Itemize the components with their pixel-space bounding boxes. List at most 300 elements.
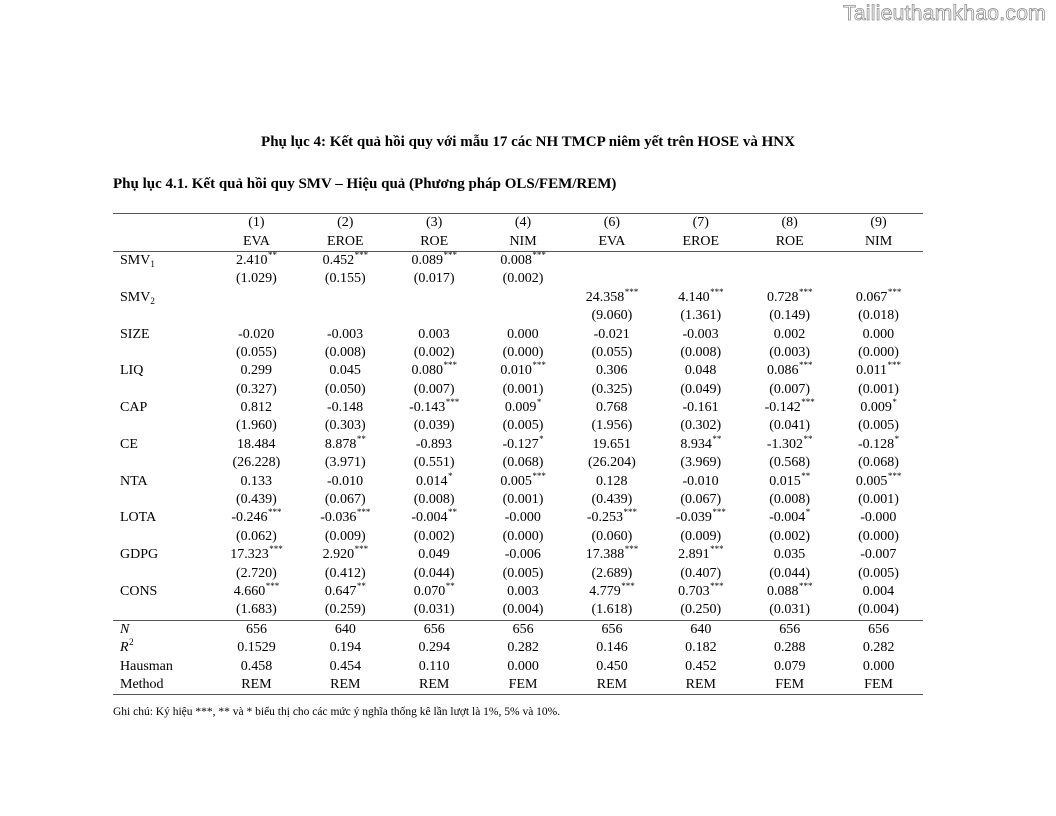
coef-cell — [212, 362, 301, 380]
stat-row — [113, 657, 923, 675]
stat-cell: REM — [419, 676, 450, 692]
significance-stars: *** — [532, 470, 546, 481]
coef-value: 0.070 — [413, 584, 446, 599]
se-cell: (0.005) — [858, 418, 899, 434]
coef-value: -0.161 — [682, 400, 719, 416]
se-cell: (0.439) — [591, 492, 633, 508]
stat-cell: 0.182 — [685, 640, 717, 656]
column-number: (9) — [870, 215, 887, 231]
se-cell: (0.002) — [769, 528, 811, 544]
coef-value: -0.021 — [593, 326, 630, 342]
se-cell: (0.002) — [413, 344, 455, 360]
row-label — [113, 399, 212, 417]
se-cell: (0.327) — [236, 381, 277, 397]
se-cell: (0.005) — [502, 565, 544, 581]
row-label-text: LOTA — [120, 510, 157, 526]
coef-cell — [834, 362, 923, 380]
se-cell: (0.007) — [769, 381, 811, 397]
se-cell: (0.568) — [769, 455, 811, 471]
coef-value: 19.651 — [592, 436, 631, 452]
coef-value: 0.452 — [322, 252, 355, 268]
coef-value: 0.045 — [329, 363, 361, 379]
se-cell: (0.439) — [236, 492, 277, 508]
significance-stars: ** — [801, 470, 811, 481]
coef-value: 8.878 — [324, 436, 357, 452]
se-cell: (1.361) — [680, 308, 722, 324]
se-cell: (0.302) — [680, 418, 722, 434]
significance-stars: *** — [445, 397, 460, 408]
coef-value: 0.299 — [240, 363, 272, 379]
coef-value: -0.253 — [586, 510, 624, 526]
stat-cell: 656 — [390, 620, 479, 639]
column-number: (1) — [248, 215, 265, 231]
significance-stars: ** — [803, 433, 813, 444]
row-label-blank — [113, 307, 212, 325]
coef-cell — [301, 251, 390, 270]
coef-cell — [834, 509, 923, 527]
stat-label-text: Method — [120, 676, 164, 692]
stat-cell: REM — [330, 676, 361, 692]
se-cell: (0.250) — [680, 602, 722, 618]
row-label-text: LIQ — [120, 363, 144, 379]
coef-cell — [479, 362, 568, 380]
coef-value: 24.358 — [585, 289, 625, 305]
coef-cell — [301, 289, 390, 307]
coef-cell — [834, 325, 923, 343]
row-label-text: CAP — [120, 400, 148, 416]
coef-cell — [656, 433, 745, 454]
coef-cell — [745, 546, 834, 564]
se-cell — [212, 307, 301, 325]
coef-value: -0.142 — [764, 400, 801, 416]
se-cell: (0.001) — [502, 381, 544, 397]
stat-cell: 0.288 — [773, 640, 806, 656]
coef-cell — [568, 286, 657, 307]
se-cell: (0.155) — [324, 271, 366, 287]
coef-value: 0.015 — [769, 473, 801, 489]
se-cell: (1.683) — [236, 602, 277, 618]
row-label — [113, 546, 212, 564]
row-label-subscript: 1 — [150, 258, 155, 269]
stat-cell: 0.000 — [507, 658, 539, 674]
coef-cell — [479, 583, 568, 601]
se-cell: (26.204) — [588, 455, 636, 471]
column-number: (3) — [426, 215, 443, 231]
coef-cell — [301, 325, 390, 343]
significance-stars: ** — [267, 249, 277, 260]
coef-value: 0.086 — [766, 363, 799, 379]
se-cell: (0.060) — [591, 528, 633, 544]
coef-cell — [212, 289, 301, 307]
row-label-blank — [113, 381, 212, 399]
coef-row — [113, 583, 923, 601]
coef-value: 0.009 — [504, 400, 537, 416]
coef-value: -0.039 — [675, 510, 712, 526]
stat-cell: 0.000 — [862, 658, 895, 674]
stat-cell: FEM — [775, 676, 805, 692]
column-number: (8) — [781, 215, 798, 231]
coef-value: 0.010 — [500, 363, 532, 379]
coef-cell — [834, 399, 923, 417]
coef-value: -0.148 — [326, 400, 364, 416]
stat-cell: 0.454 — [329, 658, 362, 674]
se-cell: (0.149) — [769, 308, 811, 324]
stat-cell: 0.079 — [773, 658, 806, 674]
coef-cell — [834, 472, 923, 490]
table-caption: Phụ lục 4.1. Kết quả hồi quy SMV – Hiệu quả (Phương pháp OLS/FEM/REM) — [113, 176, 617, 192]
significance-stars: *** — [887, 360, 902, 371]
se-cell: (2.689) — [591, 565, 633, 581]
coef-cell — [656, 399, 745, 417]
se-cell — [568, 270, 657, 288]
coef-value: -0.010 — [326, 473, 364, 489]
column-number: (7) — [692, 215, 709, 231]
se-cell: (0.044) — [769, 565, 811, 581]
coef-value: 0.009 — [860, 400, 892, 416]
significance-stars: *** — [624, 286, 639, 297]
se-cell: (0.000) — [858, 344, 899, 360]
row-label — [113, 583, 212, 601]
significance-stars: ** — [445, 581, 455, 591]
row-label-blank — [113, 417, 212, 435]
coef-cell — [834, 286, 923, 307]
se-cell: (0.068) — [858, 455, 899, 471]
significance-stars: *** — [623, 507, 638, 518]
coef-value: -0.893 — [415, 436, 453, 452]
coef-value: 0.703 — [678, 584, 710, 599]
se-row — [113, 270, 923, 288]
stat-cell: 0.458 — [240, 658, 273, 674]
coef-value: 2.891 — [678, 547, 710, 563]
se-cell — [834, 270, 923, 288]
se-cell: (0.008) — [769, 492, 811, 508]
se-cell: (0.018) — [858, 308, 899, 324]
coef-cell — [390, 399, 479, 417]
coef-value: -0.007 — [860, 547, 897, 563]
se-cell: (1.956) — [591, 418, 633, 434]
se-cell: (1.960) — [236, 418, 277, 434]
row-label-text: SIZE — [120, 326, 150, 342]
watermark: Tailieuthamkhao.com — [843, 2, 1046, 25]
significance-stars: *** — [354, 249, 369, 260]
coef-cell — [301, 509, 390, 527]
coef-row — [113, 472, 923, 490]
significance-stars: *** — [887, 470, 902, 481]
coef-value: -0.020 — [238, 326, 275, 342]
row-label — [113, 325, 212, 343]
se-cell: (1.029) — [236, 271, 277, 287]
significance-stars: *** — [887, 286, 902, 297]
coef-cell — [390, 325, 479, 343]
column-number: (4) — [514, 215, 532, 231]
stat-cell: 656 — [745, 620, 834, 639]
coef-cell — [656, 286, 745, 307]
coef-cell — [568, 509, 657, 527]
se-cell: (0.303) — [324, 418, 366, 434]
coef-cell — [212, 472, 301, 490]
coef-value: 4.140 — [678, 289, 710, 305]
coef-value: 0.306 — [595, 363, 628, 379]
coef-value: 0.089 — [411, 252, 443, 268]
se-row — [113, 454, 923, 472]
coef-value: -0.143 — [409, 400, 446, 416]
coef-cell — [390, 436, 479, 454]
se-cell: (0.003) — [769, 344, 811, 360]
coef-cell — [479, 399, 568, 417]
coef-cell — [479, 546, 568, 564]
significance-stars: ** — [448, 507, 458, 518]
coef-row — [113, 436, 923, 454]
se-cell: (0.005) — [502, 418, 544, 434]
coef-value: 0.003 — [507, 584, 539, 599]
coef-row — [113, 399, 923, 417]
se-cell: (0.325) — [591, 381, 633, 397]
se-cell: (0.412) — [324, 565, 366, 581]
coef-value: 2.410 — [235, 252, 268, 268]
significance-stars: *** — [801, 397, 815, 408]
row-label-text: NTA — [120, 473, 148, 489]
significance-stars: ** — [356, 433, 366, 444]
se-cell: (0.039) — [413, 418, 455, 434]
coef-cell — [745, 509, 834, 527]
coef-value: 0.004 — [862, 584, 895, 599]
significance-stars: *** — [710, 286, 724, 297]
coef-cell — [745, 325, 834, 343]
coef-cell — [301, 583, 390, 601]
coef-cell — [656, 546, 745, 564]
coef-cell — [479, 325, 568, 343]
coef-cell — [568, 546, 657, 564]
se-row — [113, 307, 923, 325]
coef-value: 0.080 — [411, 363, 443, 379]
page-title: Phụ lục 4: Kết quả hồi quy với mẫu 17 các NH TMCP niêm yết trên HOSE và HNX — [261, 134, 795, 150]
row-label-blank — [113, 491, 212, 509]
coef-cell — [301, 546, 390, 564]
row-label — [113, 472, 212, 490]
coef-cell — [390, 546, 479, 564]
coef-value: 0.008 — [500, 252, 532, 268]
significance-stars: *** — [532, 249, 546, 260]
regression-table — [113, 213, 923, 695]
coef-cell — [568, 472, 657, 490]
row-label-text: SMV — [120, 289, 151, 305]
se-cell: (0.067) — [324, 492, 366, 508]
stat-cell: 0.194 — [329, 640, 362, 656]
stat-label-text: N — [120, 621, 130, 637]
coef-cell — [390, 583, 479, 601]
coef-cell — [745, 286, 834, 307]
coef-cell — [834, 583, 923, 601]
coef-value: -0.128 — [857, 436, 895, 452]
se-cell — [301, 307, 390, 325]
significance-stars: *** — [354, 544, 369, 555]
significance-stars: *** — [798, 581, 813, 591]
coef-value: 17.323 — [230, 547, 269, 563]
column-variable: EROE — [682, 233, 720, 249]
significance-stars: *** — [710, 581, 724, 591]
se-cell: (0.002) — [413, 528, 455, 544]
se-cell: (0.031) — [413, 602, 455, 618]
coef-cell — [568, 325, 657, 343]
se-cell — [656, 270, 745, 288]
row-label-blank — [113, 601, 212, 620]
coef-value: 0.088 — [766, 584, 799, 599]
se-cell: (2.720) — [236, 565, 277, 581]
coef-value: -0.000 — [860, 510, 897, 526]
significance-stars: *** — [265, 581, 280, 591]
column-variable: EVA — [598, 233, 626, 249]
stat-row — [113, 639, 923, 657]
coef-value: -0.000 — [504, 510, 541, 526]
coef-cell — [568, 583, 657, 601]
coef-cell — [479, 509, 568, 527]
coef-row — [113, 289, 923, 307]
se-cell: (0.001) — [858, 381, 899, 397]
row-label-text: CONS — [120, 584, 158, 599]
coef-value: 0.000 — [862, 326, 895, 342]
row-label-blank — [113, 454, 212, 472]
coef-value: -0.006 — [504, 547, 541, 563]
coef-value: 17.388 — [585, 547, 625, 563]
significance-stars: *** — [621, 581, 635, 591]
stat-label — [113, 620, 212, 639]
se-cell: (0.001) — [858, 492, 899, 508]
stat-label-text: Hausman — [120, 658, 173, 674]
coef-cell — [656, 509, 745, 527]
coef-cell — [301, 433, 390, 454]
se-cell: (3.969) — [680, 455, 722, 471]
significance-stars: *** — [268, 507, 282, 518]
se-cell: (0.004) — [858, 602, 899, 618]
coef-cell — [745, 433, 834, 454]
stat-cell: 0.110 — [418, 658, 450, 674]
stat-label — [113, 657, 212, 675]
se-cell: (0.007) — [413, 381, 455, 397]
coef-cell — [390, 289, 479, 307]
se-row — [113, 417, 923, 435]
stat-label — [113, 676, 212, 695]
significance-stars: ** — [356, 581, 366, 591]
footnote: Ghi chú: Ký hiệu ***, ** và * biểu thị cho các mức ý nghĩa thống kê lần lượt là 1%, 5% và 10%. — [113, 706, 561, 718]
se-cell: (0.044) — [413, 565, 455, 581]
row-label-blank — [113, 528, 212, 546]
column-number: (6) — [603, 215, 621, 231]
row-label-subscript: 2 — [150, 295, 155, 306]
coef-cell — [568, 436, 657, 454]
coef-cell — [479, 433, 568, 454]
coef-row — [113, 251, 923, 270]
coef-value: -0.003 — [682, 326, 719, 342]
se-cell: (26.228) — [232, 455, 281, 471]
coef-cell — [390, 509, 479, 527]
coef-cell — [568, 362, 657, 380]
significance-stars: *** — [798, 286, 813, 297]
coef-row — [113, 362, 923, 380]
stat-label — [113, 639, 212, 657]
coef-cell — [656, 362, 745, 380]
coef-cell — [656, 583, 745, 601]
se-cell: (0.009) — [680, 528, 722, 544]
header-blank — [113, 232, 212, 251]
se-row — [113, 528, 923, 546]
coef-cell — [656, 251, 745, 270]
coef-value: -0.127 — [502, 436, 539, 452]
coef-cell — [390, 472, 479, 490]
stat-cell: 0.282 — [507, 640, 539, 656]
coef-value: 0.128 — [595, 473, 628, 489]
stat-cell: 0.146 — [596, 640, 628, 656]
stat-cell: 0.282 — [862, 640, 895, 656]
significance-stars: *** — [624, 544, 639, 555]
column-number: (2) — [337, 215, 354, 231]
significance-stars: *** — [532, 360, 546, 371]
row-label-text: SMV — [120, 252, 151, 268]
se-cell: (0.017) — [413, 271, 455, 287]
coef-value: 0.048 — [684, 363, 717, 379]
header-row-variables — [113, 232, 923, 251]
stat-cell: FEM — [508, 676, 538, 692]
coef-value: 0.005 — [500, 473, 532, 489]
coef-cell — [479, 472, 568, 490]
coef-value: -0.036 — [320, 510, 357, 526]
significance-stars: *** — [712, 507, 726, 518]
coef-row — [113, 509, 923, 527]
column-variable: NIM — [509, 233, 537, 249]
coef-cell — [834, 251, 923, 270]
stat-row — [113, 676, 923, 695]
stat-cell: 0.1529 — [237, 640, 276, 656]
se-cell — [745, 270, 834, 288]
coef-cell — [568, 251, 657, 270]
coef-value: -1.302 — [766, 436, 804, 452]
coef-value: 0.014 — [415, 473, 448, 489]
coef-cell — [745, 251, 834, 270]
coef-cell — [745, 362, 834, 380]
coef-cell — [301, 399, 390, 417]
coef-cell — [745, 472, 834, 490]
column-variable: EVA — [242, 233, 270, 249]
coef-cell — [656, 325, 745, 343]
coef-cell — [212, 546, 301, 564]
stat-label-superscript: 2 — [129, 637, 134, 648]
coef-cell — [301, 472, 390, 490]
se-cell: (1.618) — [591, 602, 633, 618]
coef-row — [113, 546, 923, 564]
stat-label-text: R — [120, 640, 129, 656]
significance-stars: *** — [356, 507, 371, 518]
significance-stars: *** — [798, 360, 813, 371]
se-cell: (0.000) — [502, 344, 544, 360]
stat-cell: 656 — [212, 620, 301, 639]
coef-cell — [656, 472, 745, 490]
stat-cell: 656 — [568, 620, 657, 639]
se-cell: (0.002) — [502, 271, 544, 287]
coef-cell — [390, 251, 479, 270]
se-cell — [390, 307, 479, 325]
coef-value: 0.003 — [418, 326, 450, 342]
coef-cell — [745, 399, 834, 417]
row-label — [113, 289, 212, 307]
coef-cell — [212, 399, 301, 417]
se-cell: (0.050) — [324, 381, 366, 397]
stat-cell: 656 — [834, 620, 923, 639]
coef-cell — [568, 399, 657, 417]
coef-cell — [390, 362, 479, 380]
se-cell: (0.055) — [236, 344, 277, 360]
se-cell: (0.041) — [769, 418, 811, 434]
significance-stars: * — [539, 433, 544, 444]
se-row — [113, 491, 923, 509]
